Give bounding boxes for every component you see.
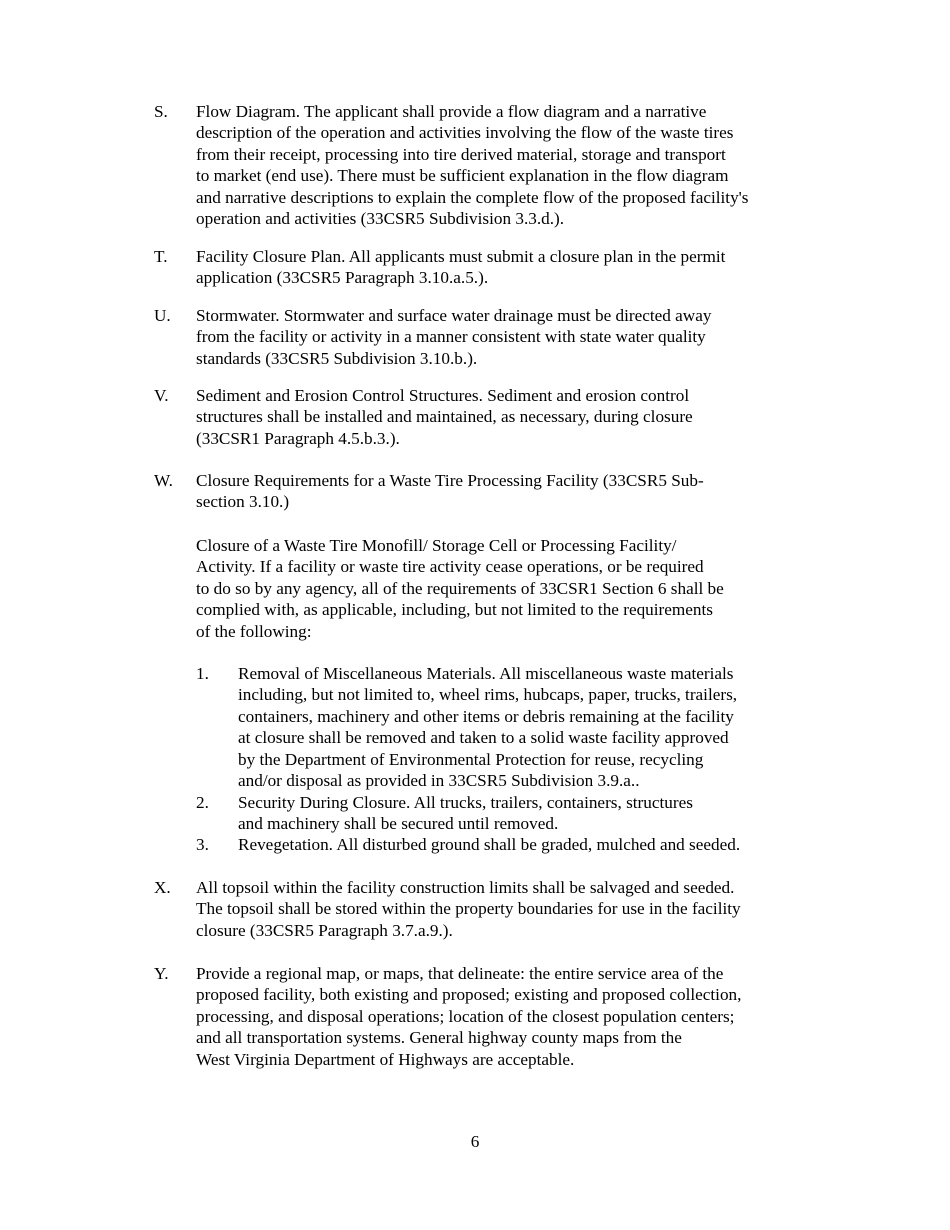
item-text: All topsoil within the facility construction limits shall be salvaged and seeded. The topsoil shall be stored within the property boundaries for use in the facility closure (33CSR5 Paragraph 3.7.a.9.). — [196, 878, 741, 940]
item-letter: Y. — [154, 964, 169, 983]
item-letter: W. — [154, 471, 173, 490]
closure-paragraph: Closure of a Waste Tire Monofill/ Storage Cell or Processing Facility/ Activity. If a facility or waste tire activity cease operations, or be required to do so by any agency, all of the requirements of 33CSR1 Section 6 shall be complied with, as applicable, including, but not limited to the requirements of the following: — [196, 536, 724, 641]
item-text: Stormwater. Stormwater and surface water drainage must be directed away from the facility or activity in a manner consistent with state water quality standards (33CSR5 Subdivision 3.10.b.). — [196, 306, 712, 368]
item-letter: V. — [154, 386, 169, 405]
list-number: 1. — [196, 664, 209, 683]
list-text: Revegetation. All disturbed ground shall be graded, mulched and seeded. — [238, 835, 741, 854]
list-number: 3. — [196, 835, 209, 854]
list-text: Removal of Miscellaneous Materials. All miscellaneous waste materials including, but not limited to, wheel rims, hubcaps, paper, trucks, trailers, containers, machinery and other items or debris remaining at the facility at closure shall be removed and taken to a solid waste facility approved by the Department of Environmental Protection for reuse, recycling and/or disposal as provided in 33CSR5 Subdivision 3.9.a.. — [238, 664, 738, 791]
item-letter: X. — [154, 878, 171, 897]
item-letter: U. — [154, 306, 171, 325]
item-text: Closure Requirements for a Waste Tire Processing Facility (33CSR5 Sub- section 3.10.) — [196, 471, 704, 512]
item-letter: T. — [154, 247, 168, 266]
page-number: 6 — [470, 1132, 480, 1151]
list-text: Security During Closure. All trucks, trailers, containers, structures and machinery shall be secured until removed. — [238, 793, 693, 834]
item-text: Provide a regional map, or maps, that delineate: the entire service area of the proposed facility, both existing and proposed; existing and proposed collection, processing, and disposal operations; location of the closest population centers; and all transportation systems. General highway county maps from the West Virginia Department of Highways are acceptable. — [196, 964, 742, 1069]
item-text: Flow Diagram. The applicant shall provide a flow diagram and a narrative description of the operation and activities involving the flow of the waste tires from their receipt, processing into tire derived material, storage and transport to market (end use). There must be sufficient explanation in the flow diagram and narrative descriptions to explain the complete flow of the proposed facility's operation and activities (33CSR5 Subdivision 3.3.d.). — [196, 102, 749, 229]
list-number: 2. — [196, 793, 209, 812]
item-letter: S. — [154, 102, 168, 121]
item-text: Facility Closure Plan. All applicants must submit a closure plan in the permit application (33CSR5 Paragraph 3.10.a.5.). — [196, 247, 726, 288]
item-text: Sediment and Erosion Control Structures. Sediment and erosion control structures shall be installed and maintained, as necessary, during closure (33CSR1 Paragraph 4.5.b.3.). — [196, 386, 693, 448]
